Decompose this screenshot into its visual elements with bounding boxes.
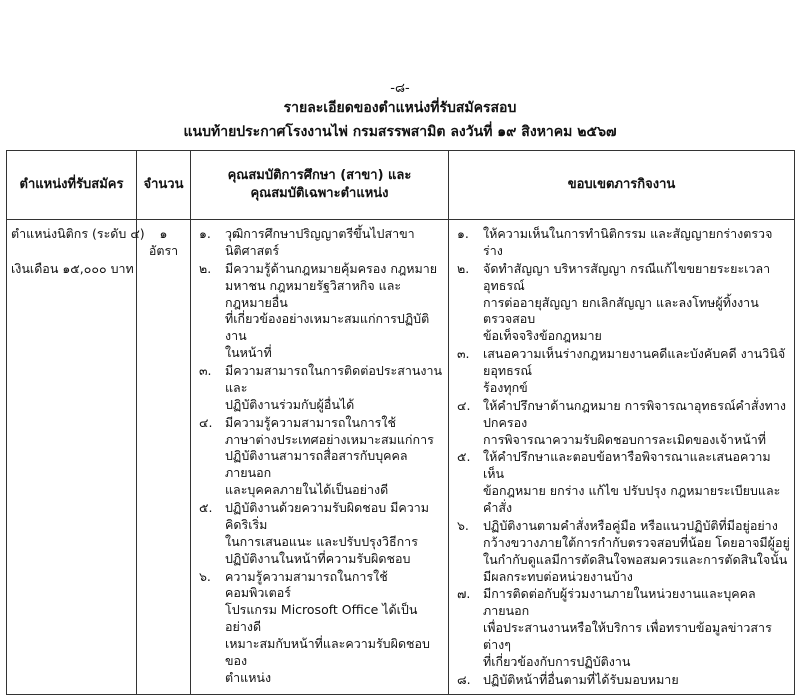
qualification-item-number: ๕. [199,500,213,515]
qualification-item [195,226,444,260]
qualification-item-text [225,569,444,687]
scope-item-line: ให้คำปรึกษาด้านกฎหมาย การพิจารณาอุทธรณ์คำสั่งทางปกครอง [483,397,787,430]
qualification-item [195,500,444,568]
qualification-item-number: ๓. [199,363,212,378]
qualification-item-line: ปฏิบัติงานด้วยความรับผิดชอบ มีความคิดริเริ่ม [225,500,430,532]
scope-item-line: ปฏิบัติงานตามคำสั่งหรือคู่มือ หรือแนวปฏิบัติที่มีอยู่อย่าง [483,517,778,533]
qualification-item-line: เหมาะสมกับหน้าที่และความรับผิดชอบของ [225,636,430,668]
qualification-item-line: ในหน้าที่ [225,345,272,361]
scope-item [453,586,790,670]
document-title: รายละเอียดของตำแหน่งที่รับสมัครสอบ [283,100,517,116]
scope-item [453,518,790,586]
header-position: ตำแหน่งที่รับสมัคร [7,151,137,220]
qualification-item-text [225,415,444,499]
qualification-item [195,415,444,499]
count-unit: อัตรา [148,242,179,258]
scope-item-line: ให้ความเห็นในการทำนิติกรรม และสัญญายกร่างตรวจร่าง [483,226,773,258]
scope-item [453,398,790,449]
qualification-cell [191,220,449,695]
qualification-item-text [225,363,444,414]
qualification-item-line: ความรู้ความสามารถในการใช้คอมพิวเตอร์ [225,568,388,601]
qualification-item-line: ภาษาต่างประเทศอย่างเหมาะสมแก่การ [225,431,434,447]
qualification-item-line: วุฒิการศึกษาปริญญาตรีขึ้นไปสาขานิติศาสตร์ [225,226,415,258]
qualification-item-line: ที่เกี่ยวข้องอย่างเหมาะสมแก่การปฏิบัติงาน [225,311,430,344]
document-subtitle: แนบท้ายประกาศโรงงานไพ่ กรมสรรพสามิต ลงวันที่ ๑๙ สิงหาคม ๒๕๖๗ [183,124,617,140]
qualification-item [195,569,444,687]
count-number: ๑ [159,226,168,241]
qualification-item-line: มีความรู้ความสามารถในการใช้ [225,414,396,430]
scope-item-line: ร้องทุกข์ [483,379,528,395]
scope-item-line: ข้อเท็จจริงข้อกฎหมาย [483,328,602,344]
qualification-item-line: โปรแกรม Microsoft Office ได้เป็นอย่างดี [225,602,418,635]
salary-text: เงินเดือน ๑๕,๐๐๐ บาท [11,260,134,276]
scope-item-number: ๖. [457,517,469,533]
qualification-item-line: มหาชน กฎหมายรัฐวิสาหกิจ และกฎหมายอื่น [225,277,402,310]
scope-item [453,346,790,397]
scope-item-number: ๒. [457,260,470,276]
scope-item-line: การต่ออายุสัญญา ยกเลิกสัญญา และลงโทษผู้ทิ้งงาน ตรวจสอบ [483,294,759,327]
qualification-item-number: ๖. [199,568,211,584]
qualification-item-text [225,500,444,568]
scope-item-line: ในกำกับดูแลมีการตัดสินใจพอสมควรและการตัดสินใจนั้น [483,551,788,567]
scope-item [453,226,790,260]
qualification-item-line: ตำแหน่ง [225,669,272,685]
position-cell [7,220,145,695]
qualification-item-text [225,226,444,260]
scope-item-text [483,518,790,586]
qualification-item-line: มีความสามารถในการติดต่อประสานงาน และ [225,363,443,395]
table-header-row [7,151,795,220]
scope-item-number: ๔. [457,397,471,413]
scope-item-number: ๘. [457,671,471,687]
positions-table [6,150,795,695]
scope-item-line: มีการติดต่อกับผู้ร่วมงานภายในหน่วยงานและบุคคลภายนอก [483,586,756,619]
count-cell [137,220,191,695]
scope-item-text [483,398,790,449]
qualification-item-line: มีความรู้ด้านกฎหมายคุ้มครอง กฎหมาย [225,260,438,276]
scope-item [453,672,790,689]
scope-item-line: กว้างขวางภายใต้การกำกับตรวจสอบที่น้อย โดยอาจมีผู้อยู่ [483,534,790,550]
scope-item-text [483,449,790,517]
qualification-item-line: ปฏิบัติงานสามารถสื่อสารกับบุคคลภายนอก [225,448,408,481]
qualification-item-text [225,261,444,362]
scope-item [453,261,790,345]
scope-list [453,226,790,689]
scope-item-line: มีผลกระทบต่อหน่วยงานบ้าง [483,568,633,584]
qualification-item-line: และบุคคลภายในได้เป็นอย่างดี [225,482,389,498]
scope-item-line: การพิจารณาความรับผิดชอบการละเมิดของเจ้าหน้าที่ [483,431,766,447]
qualification-item-line: ปฏิบัติงานในหน้าที่ความรับผิดชอบ [225,550,411,566]
qualification-item-number: ๑. [199,226,211,241]
scope-item-number: ๑. [457,226,469,241]
scope-item-line: ให้คำปรึกษาและตอบข้อหารือพิจารณาและเสนอความเห็น [483,449,771,482]
scope-item-text [483,261,790,345]
qualification-item-number: ๔. [199,414,213,430]
scope-item-line: ที่เกี่ยวข้องกับการปฏิบัติงาน [483,653,631,669]
scope-item-number: ๗. [457,586,471,602]
qualification-item [195,261,444,362]
scope-item [453,449,790,517]
position-title: ตำแหน่งนิติกร (ระดับ ๔) [11,226,145,241]
scope-item-text [483,672,790,689]
table-row [7,220,795,695]
scope-item-number: ๓. [457,346,470,362]
scope-item-line: ข้อกฎหมาย ยกร่าง แก้ไข ปรับปรุง กฎหมายระเบียบและคำสั่ง [483,483,781,515]
scope-item-text [483,346,790,397]
header-scope: ขอบเขตภารกิจงาน [449,151,795,220]
scope-item-text [483,226,790,260]
header-qualification-line1: คุณสมบัติการศึกษา (สาขา) และ [227,168,412,184]
header-qualification-line2: คุณสมบัติเฉพาะตำแหน่ง [250,186,389,201]
page-number: -๘- [390,81,410,96]
scope-item-line: จัดทำสัญญา บริหารสัญญา กรณีแก้ไขขยายระยะเวลา อุทธรณ์ [483,260,771,293]
scope-item-line: เพื่อประสานงานหรือให้บริการ เพื่อทราบข้อมูลข่าวสารต่างๆ [483,620,772,652]
scope-item-line: เสนอความเห็นร่างกฎหมายงานคดีและบังคับคดี งานวินิจัยอุทธรณ์ [483,346,786,378]
qualification-list [195,226,444,687]
qualification-item-line: ปฏิบัติงานร่วมกับผู้อื่นได้ [225,396,355,412]
scope-cell [449,220,795,695]
qualification-item-line: ในการเสนอแนะ และปรับปรุงวิธีการ [225,533,418,549]
scope-item-text [483,586,790,670]
header-count: จำนวน [137,151,191,220]
header-qualification [191,151,449,220]
qualification-item-number: ๒. [199,260,212,276]
qualification-item [195,363,444,414]
scope-item-line: ปฏิบัติหน้าที่อื่นตามที่ได้รับมอบหมาย [483,671,679,687]
scope-item-number: ๕. [457,449,471,465]
